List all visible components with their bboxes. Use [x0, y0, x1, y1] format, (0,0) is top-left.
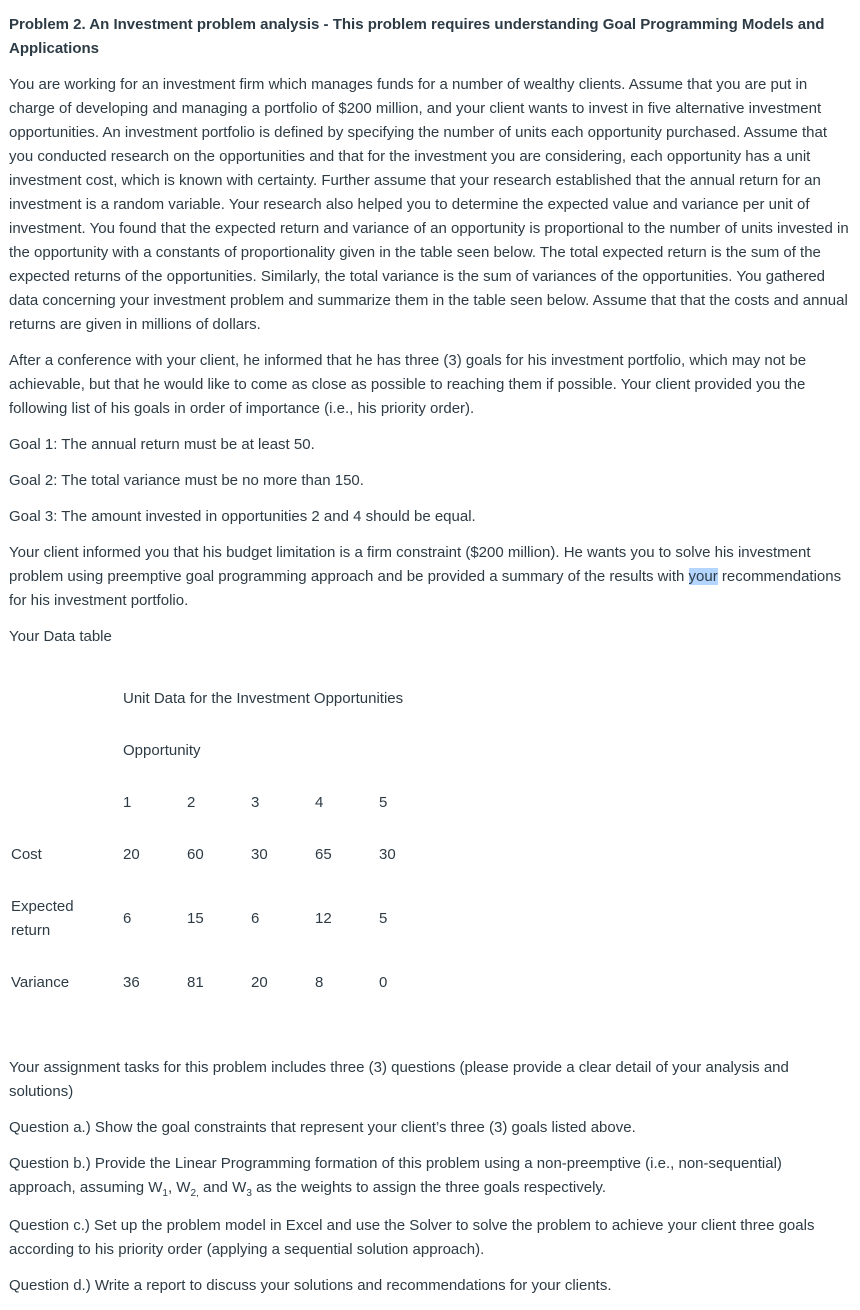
- question-a: Question a.) Show the goal constraints that represent your client’s three (3) goals listed above.: [9, 1119, 636, 1136]
- goal-1: Goal 1: The annual return must be at least 50.: [9, 436, 315, 453]
- table-cell: 65: [315, 846, 332, 863]
- table-cell: 15: [187, 910, 204, 927]
- question-b-text: as the weights to assign the three goals respectively.: [251, 1179, 606, 1196]
- goal-3: Goal 3: The amount invested in opportunities 2 and 4 should be equal.: [9, 508, 476, 525]
- intro-paragraph: You are working for an investment firm which manages funds for a number of wealthy clients. Assume that you are put in charge of developing and managing a portfolio of $200 million, and your client wants to invest in five alternative investment opportunities. An investment portfolio is defined by specifying the number of units each opportunity purchased. Assume that you conducted research on the opportunities and that for the investment you are considering, each opportunity has a unit investment cost, which is known with certainty. Further assume that your research established that the annual return for an investment is a random variable. Your research also helped you to determine the expected value and variance per unit of investment. You found that the expected return and variance of an opportunity is proportional to the number of units invested in the opportunity with a constants of proportionality given in the table seen below. The total expected return is the sum of the expected returns of the opportunities. Similarly, the total variance is the sum of variances of the opportunities. You gathered data concerning your investment problem and summarize them in the table seen below. Assume that that the costs and annual returns are given in millions of dollars.: [9, 76, 849, 333]
- question-b-text: and W: [198, 1179, 247, 1196]
- column-header: 3: [251, 794, 260, 811]
- budget-text: Your client informed you that his budget limitation is a firm constraint ($200 million). He wants you to solve his investment problem using preemptive goal programming approach and be provided a summary of the results with: [9, 544, 811, 585]
- table-cell: 0: [379, 974, 388, 991]
- data-table-label: Your Data table: [9, 628, 112, 645]
- question-b-text: Question b.) Provide the Linear Programming formation of this problem using a non-preemptive (i.e., non-sequential) approach, assuming W: [9, 1155, 782, 1196]
- row-label-cost: Cost: [11, 846, 42, 863]
- table-cell: 20: [123, 846, 140, 863]
- table-cell: 6: [251, 910, 260, 927]
- subscript-1: 1: [162, 1188, 168, 1199]
- column-header: 5: [379, 794, 388, 811]
- goals-paragraph: After a conference with your client, he informed that he has three (3) goals for his investment portfolio, which may not be achievable, but that he would like to come as close as possible to reaching them if possible. Your client provided you the following list of his goals in order of importance (i.e., his priority order).: [9, 352, 807, 417]
- problem-title: Problem 2. An Investment problem analysis - This problem requires understanding Goal Programming Models and Applications: [9, 16, 825, 57]
- budget-text-end: recommendations for his investment portfolio.: [9, 568, 842, 609]
- table-cell: 30: [251, 846, 268, 863]
- document: [9, 13, 851, 1310]
- tasks-intro: Your assignment tasks for this problem includes three (3) questions (please provide a clear detail of your analysis and solutions): [9, 1059, 789, 1100]
- table-cell: 20: [251, 974, 268, 991]
- table-cell: 60: [187, 846, 204, 863]
- subscript-3: 3: [246, 1188, 252, 1199]
- table-caption: Unit Data for the Investment Opportunities: [123, 690, 404, 707]
- question-c: Question c.) Set up the problem model in Excel and use the Solver to solve the problem to achieve your client three goals according to his priority order (applying a sequential solution approach).: [9, 1217, 815, 1258]
- row-label-variance: Variance: [11, 974, 70, 991]
- row-label-expected: Expected: [11, 898, 74, 915]
- column-header: 4: [315, 794, 324, 811]
- table-cell: 8: [315, 974, 324, 991]
- opportunity-header: Opportunity: [123, 742, 201, 759]
- subscript-2: 2,: [190, 1188, 199, 1199]
- table-cell: 12: [315, 910, 332, 927]
- goal-2: Goal 2: The total variance must be no more than 150.: [9, 472, 364, 489]
- question-d: Question d.) Write a report to discuss your solutions and recommendations for your clients.: [9, 1277, 612, 1294]
- budget-paragraph: [9, 541, 851, 613]
- row-label-return: return: [11, 922, 51, 939]
- data-table: [9, 661, 851, 1056]
- selected-text: your: [688, 568, 718, 585]
- question-b-text: , W: [167, 1179, 191, 1196]
- table-cell: 36: [123, 974, 140, 991]
- column-header: 2: [187, 794, 196, 811]
- table-cell: 81: [187, 974, 204, 991]
- question-b: [9, 1152, 851, 1202]
- table-cell: 30: [379, 846, 396, 863]
- column-header: 1: [123, 794, 132, 811]
- table-cell: 5: [379, 910, 388, 927]
- table-cell: 6: [123, 910, 132, 927]
